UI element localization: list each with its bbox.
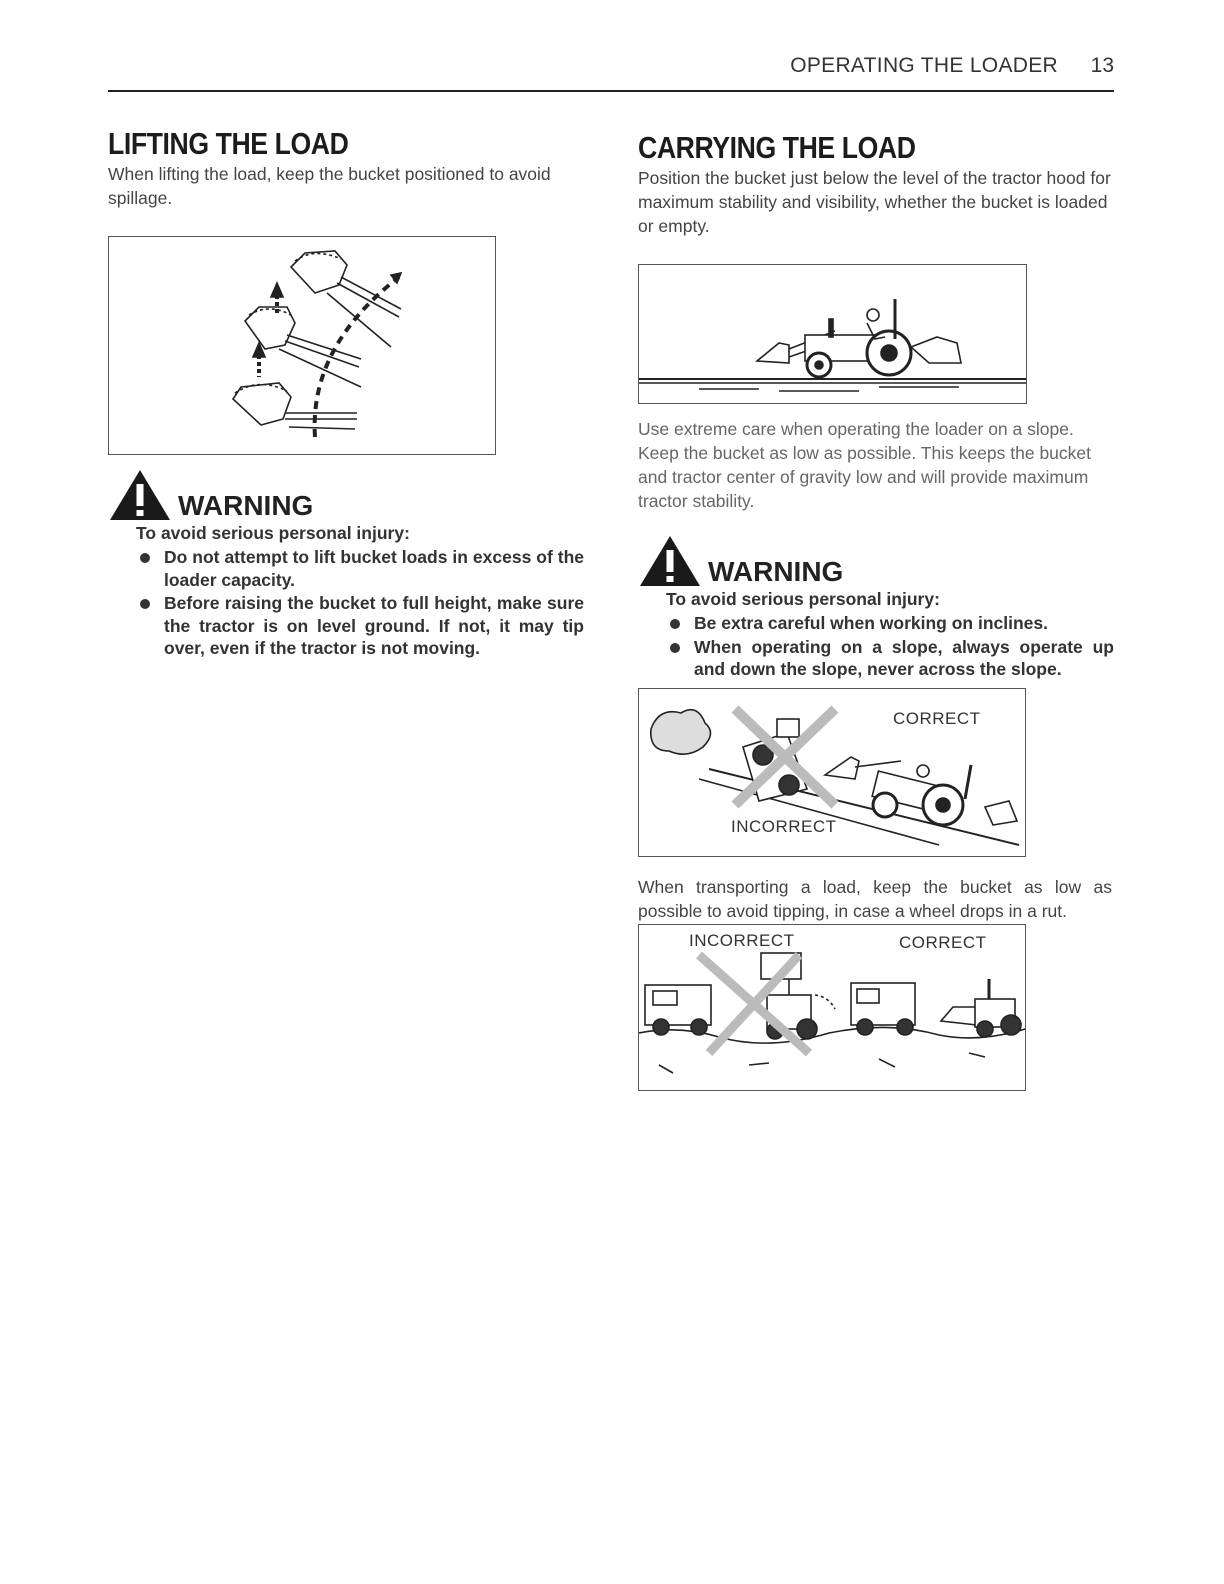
correct-label: CORRECT: [899, 933, 987, 952]
warning-triangle-icon: [638, 534, 702, 588]
transport-figure: [638, 924, 1026, 1091]
warning-intro: To avoid serious personal injury:: [666, 589, 940, 609]
lifting-load-title: LIFTING THE LOAD: [108, 126, 349, 161]
warning-word: WARNING: [178, 490, 314, 521]
header-title: OPERATING THE LOADER: [790, 54, 1058, 77]
bucket-positions-illustration: [109, 237, 495, 454]
lifting-load-intro: When lifting the load, keep the bucket positioned to avoid spillage.: [108, 164, 551, 208]
slope-care-text: Use extreme care when operating the loader on a slope. Keep the bucket as low as possible. This keeps the bucket and tractor center of gravity low and will provide maximum tractor stability.: [638, 419, 1092, 511]
lifting-warning: [108, 468, 584, 661]
tractor-carry-figure: [638, 264, 1027, 404]
bullet-icon: [140, 599, 150, 609]
carrying-load-title: CARRYING THE LOAD: [638, 130, 916, 165]
tractor-bucket-low-illustration: [639, 265, 1026, 403]
warning-triangle-icon: [108, 468, 172, 522]
warning-intro: To avoid serious personal injury:: [136, 523, 410, 543]
warning-list: [638, 612, 1114, 681]
page-number: 13: [1090, 54, 1114, 77]
warning-item: Do not attempt to lift bucket loads in excess of the loader capacity.: [136, 546, 584, 591]
carrying-warning: [638, 534, 1114, 682]
bullet-icon: [670, 643, 680, 653]
bullet-icon: [140, 553, 150, 563]
warning-item: Be extra careful when working on inclines.: [666, 612, 1114, 635]
correct-label: CORRECT: [893, 709, 981, 728]
bullet-icon: [670, 619, 680, 629]
warning-item: When operating on a slope, always operate up and down the slope, never across the slope.: [666, 636, 1114, 681]
warning-word: WARNING: [708, 556, 844, 587]
page-header: [108, 52, 1114, 92]
carrying-load-intro: Position the bucket just below the level of the tractor hood for maximum stability and visibility, whether the bucket is loaded or empty.: [638, 168, 1111, 236]
incorrect-label: INCORRECT: [689, 931, 795, 950]
warning-item: Before raising the bucket to full height, make sure the tractor is on level ground. If not, it may tip over, even if the tractor is not moving.: [136, 592, 584, 660]
incorrect-label: INCORRECT: [731, 817, 837, 836]
lifting-bucket-figure: [108, 236, 496, 455]
warning-list: [108, 546, 584, 660]
transport-text: When transporting a load, keep the bucket as low as possible to avoid tipping, in case a wheel drops in a rut.: [638, 877, 1112, 921]
slope-operation-figure: [638, 688, 1026, 857]
